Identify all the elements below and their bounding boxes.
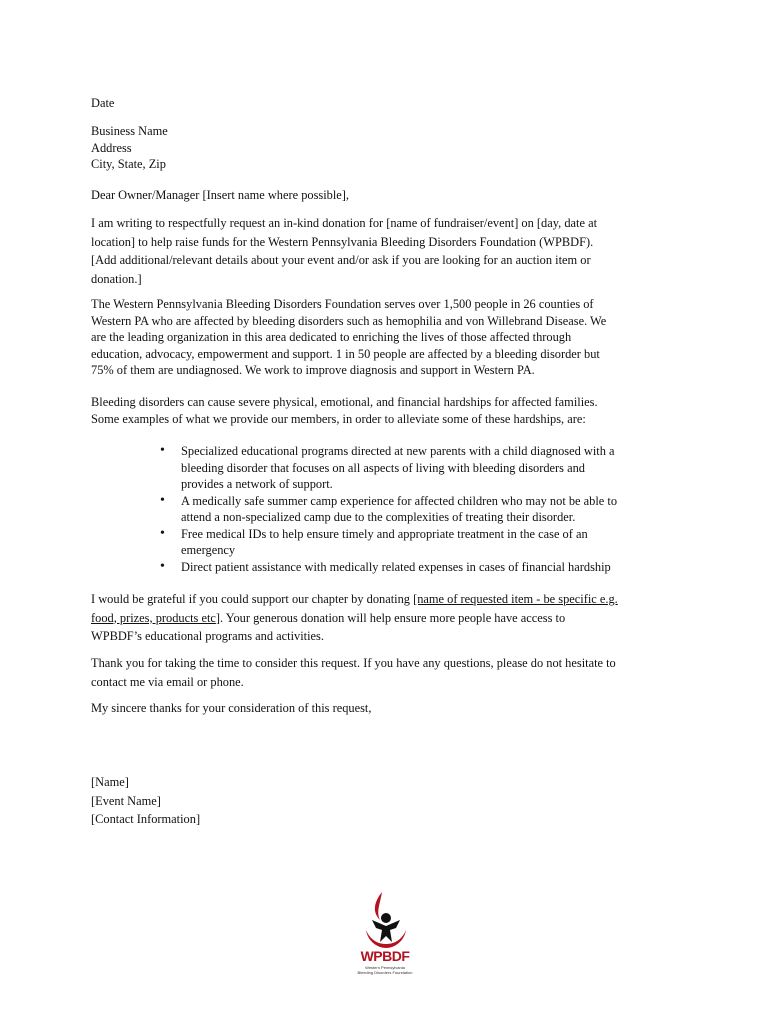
- logo-wordmark: [352, 948, 418, 965]
- text-line: are the leading organization in this area dedicated to enriching the lives of those affected through: [91, 330, 572, 344]
- text-line: bleeding disorder that focuses on all aspects of living with bleeding disorders and: [181, 460, 585, 475]
- text-line: • A medically safe summer camp experience for affected children who may not be able to: [181, 493, 618, 508]
- placeholder-requested-item: food, prizes, products etc: [91, 610, 216, 625]
- signature-name: [Name]: [91, 775, 129, 789]
- text-line: 75% of them are undiagnosed. We work to improve diagnosis and support in Western PA.: [91, 363, 535, 377]
- text-line: provides a network of support.: [181, 477, 333, 491]
- signature-block: [91, 773, 681, 829]
- list-item: [160, 526, 680, 559]
- closing: My sincere thanks for your consideration of this request,: [91, 701, 372, 715]
- address-line: City, State, Zip: [91, 157, 166, 171]
- paragraph-donation-ask: [91, 590, 681, 646]
- text-line: [91, 590, 681, 609]
- recipient-address: [91, 123, 681, 173]
- text-line: Bleeding disorders can cause severe physical, emotional, and financial hardships for affected families.: [91, 395, 598, 409]
- text-fragment: ]. Your generous donation will help ensure more people have access to: [215, 610, 566, 625]
- paragraph-thanks: [91, 654, 681, 691]
- text-line: donation.]: [91, 271, 142, 286]
- address-line: Business Name: [91, 124, 168, 138]
- text-line: Western PA who are affected by bleeding disorders such as hemophilia and von Willebrand Disease. We: [91, 313, 607, 328]
- text-line: location] to help raise funds for the Western Pennsylvania Bleeding Disorders Foundation (WPBDF).: [91, 234, 594, 249]
- text-line: education, advocacy, empowerment and support. 1 in 50 people are affected by a bleeding disorder but: [91, 346, 600, 361]
- salutation: Dear Owner/Manager [Insert name where possible],: [91, 188, 350, 202]
- text-line: I am writing to respectfully request an in-kind donation for [name of fundraiser/event] on [day, date at: [91, 216, 598, 230]
- logo-wp: WP: [360, 948, 383, 964]
- text-line: • Free medical IDs to help ensure timely and appropriate treatment in the case of an: [181, 526, 588, 541]
- text-line: The Western Pennsylvania Bleeding Disorders Foundation serves over 1,500 people in 26 counties of: [91, 297, 594, 311]
- text-line: Some examples of what we provide our members, in order to alleviate some of these hardships, are:: [91, 411, 586, 426]
- text-line: attend a non-specialized camp due to the complexities of treating their disorder.: [181, 510, 576, 524]
- text-line: WPBDF’s educational programs and activities.: [91, 629, 324, 643]
- date-line: Date: [91, 96, 115, 110]
- text-line: contact me via email or phone.: [91, 674, 244, 689]
- logo-bdf: BDF: [382, 948, 410, 964]
- paragraph-about: [91, 296, 681, 379]
- services-list: [160, 443, 680, 575]
- list-item: [160, 559, 680, 576]
- text-line: • Direct patient assistance with medically related expenses in cases of financial hardship: [181, 559, 611, 574]
- paragraph-hardships: [91, 394, 681, 427]
- text-line: [91, 609, 681, 628]
- text-line: [Add additional/relevant details about your event and/or ask if you are looking for an auction item or: [91, 253, 591, 267]
- list-item: [160, 493, 680, 526]
- signature-contact: [Contact Information]: [91, 812, 201, 826]
- text-line: • Specialized educational programs directed at new parents with a child diagnosed with a: [181, 444, 615, 458]
- tagline-line: Western Pennsylvania: [365, 965, 405, 970]
- placeholder-requested-item: [name of requested item - be specific e.g.: [413, 592, 618, 606]
- text-line: emergency: [181, 543, 236, 557]
- list-item: [160, 443, 680, 493]
- address-line: Address: [91, 140, 132, 155]
- tagline-line: Bleeding Disorders Foundation: [357, 970, 413, 975]
- paragraph-request: [91, 214, 681, 288]
- signature-event: [Event Name]: [91, 793, 161, 808]
- logo-tagline: [350, 965, 420, 975]
- text-fragment: I would be grateful if you could support our chapter by donating: [91, 592, 414, 606]
- text-line: Thank you for taking the time to consider this request. If you have any questions, please do not hesitate to: [91, 656, 616, 670]
